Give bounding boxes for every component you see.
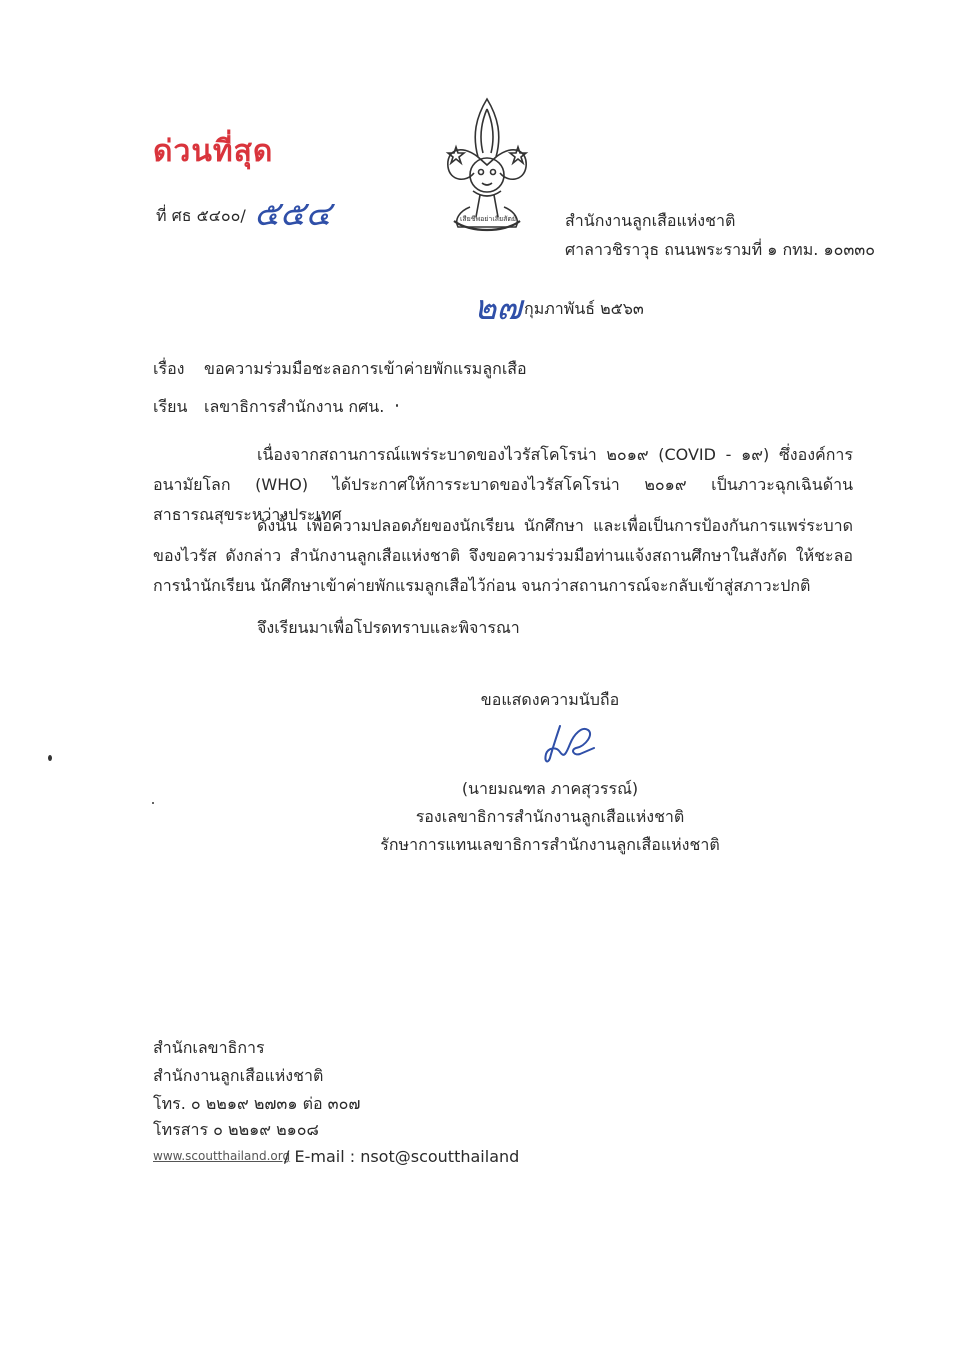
date-day-handwritten: ๒๗ bbox=[474, 288, 522, 328]
signatory-position-1: รองเลขาธิการสำนักงานลูกเสือแห่งชาติ bbox=[415, 807, 685, 826]
body-paragraph-3: จึงเรียนมาเพื่อโปรดทราบและพิจารณา bbox=[257, 618, 520, 637]
reference-number-handwritten: ๕๕๔ bbox=[254, 194, 332, 234]
organization-name: สำนักงานลูกเสือแห่งชาติ bbox=[565, 211, 736, 230]
footer-telephone: โทร. ๐ ๒๒๑๙ ๒๗๓๑ ต่อ ๓๐๗ bbox=[153, 1094, 361, 1113]
subject-label: เรื่อง bbox=[153, 359, 185, 378]
scan-speck bbox=[396, 404, 398, 407]
body-paragraph-2 bbox=[153, 511, 853, 601]
footer-email: / E-mail : nsot@scoutthailand bbox=[284, 1147, 520, 1166]
emblem-motto: เสียชีพอย่าเสียสัตย์ bbox=[459, 215, 517, 223]
signature-icon bbox=[540, 720, 600, 768]
closing-regards: ขอแสดงความนับถือ bbox=[480, 690, 620, 709]
scan-speck bbox=[152, 802, 154, 804]
footer-department: สำนักเลขาธิการ bbox=[153, 1038, 265, 1057]
body-paragraph-1-text: เนื่องจากสถานการณ์แพร่ระบาดของไวรัสโคโรน่า ๒๐๑๙ (COVID - ๑๙) ซึ่งองค์การอนามัยโลก (WHO) ได้ประกาศให้การระบาดของไวรัสโคโรน่า ๒๐๑๙ เป็นภาวะฉุกเฉินด้านสาธารณสุขระหว่างประเทศ bbox=[153, 445, 853, 524]
footer-fax: โทรสาร ๐ ๒๒๑๙ ๒๑๐๘ bbox=[153, 1120, 319, 1139]
recipient-text: เลขาธิการสำนักงาน กศน. bbox=[204, 397, 385, 416]
signatory-position-2: รักษาการแทนเลขาธิการสำนักงานลูกเสือแห่งชาติ bbox=[380, 835, 720, 854]
date-month-year: กุมภาพันธ์ ๒๕๖๓ bbox=[524, 299, 644, 318]
subject-text: ขอความร่วมมือชะลอการเข้าค่ายพักแรมลูกเสือ bbox=[204, 359, 527, 378]
recipient-label: เรียน bbox=[153, 397, 188, 416]
footer-organization: สำนักงานลูกเสือแห่งชาติ bbox=[153, 1066, 324, 1085]
urgency-stamp: ด่วนที่สุด bbox=[153, 134, 274, 169]
organization-address: ศาลาวชิราวุธ ถนนพระรามที่ ๑ กทม. ๑๐๓๓๐ bbox=[565, 240, 875, 259]
signatory-name: (นายมณฑล ภาคสุวรรณ์) bbox=[461, 779, 639, 798]
body-paragraph-2-text: ดังนั้น เพื่อความปลอดภัยของนักเรียน นักศึกษา และเพื่อเป็นการป้องกันการแพร่ระบาดของไวรัส ดังกล่าว สำนักงานลูกเสือแห่งชาติ จึงขอความร่วมมือท่านแจ้งสถานศึกษาในสังกัด ให้ชะลอการนำนักเรียน นักศึกษาเข้าค่ายพักแรมลูกเสือไว้ก่อน จนกว่าสถานการณ์จะกลับเข้าสู่สภาวะปกติ bbox=[153, 516, 853, 595]
footer-website-link[interactable]: www.scoutthailand.org bbox=[153, 1149, 291, 1163]
scan-speck bbox=[48, 755, 52, 761]
reference-label: ที่ ศธ ๕๔๐๐/ bbox=[156, 206, 246, 225]
